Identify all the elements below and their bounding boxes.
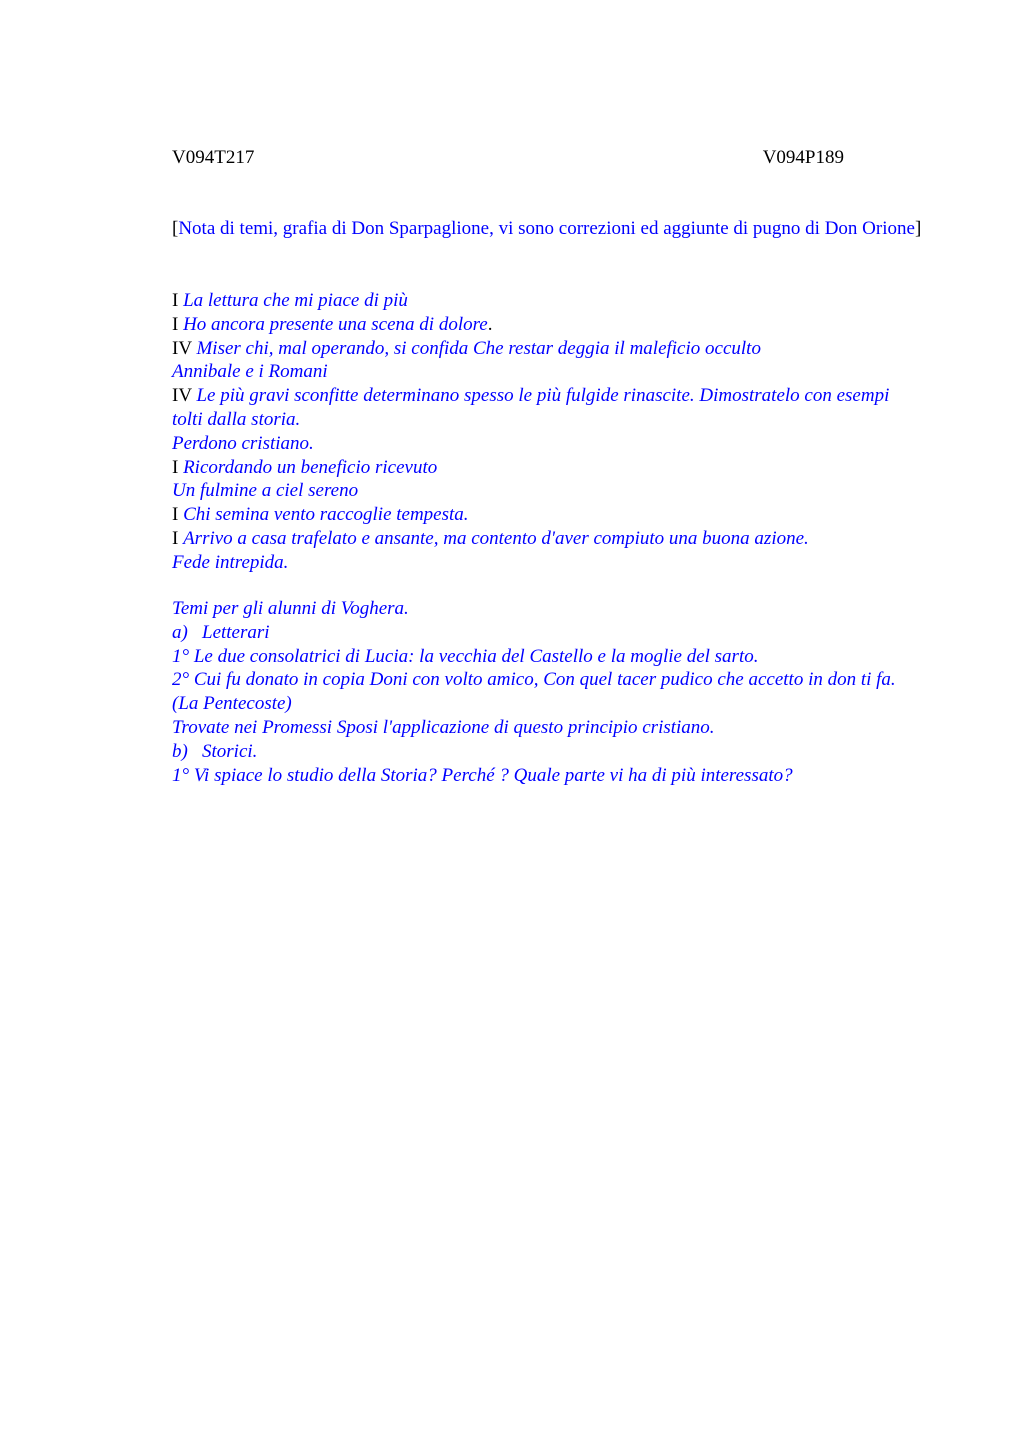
list-item xyxy=(172,503,922,527)
section-a-marker: a) xyxy=(172,621,188,643)
volume-code-left: V094T217 xyxy=(172,147,255,168)
theme-numeral: I xyxy=(172,504,179,526)
list-item xyxy=(172,337,922,361)
editorial-note xyxy=(172,217,922,241)
section-a-label: Letterari xyxy=(202,621,270,643)
list-item: 1° Vi spiace lo studio della Storia? Perché ? Quale parte vi ha di più interessato? xyxy=(172,764,793,786)
theme-text: Arrivo a casa trafelato e ansante, ma contento d'aver compiuto una buona azione. xyxy=(183,527,809,549)
note-open-bracket: [ xyxy=(172,218,179,239)
theme-text: Un fulmine a ciel sereno xyxy=(172,480,359,502)
list-item: 1° Le due consolatrici di Lucia: la vecchia del Castello e la moglie del sarto. xyxy=(172,645,759,667)
theme-numeral: IV xyxy=(172,337,192,359)
volume-code-right: V094P189 xyxy=(762,147,844,168)
theme-numeral: I xyxy=(172,313,179,335)
note-text: Nota di temi, grafia di Don Sparpaglione, vi sono correzioni ed aggiunte di pugno di Don Orione xyxy=(178,218,915,239)
voghera-themes xyxy=(172,597,922,787)
list-item xyxy=(172,432,922,456)
list-item xyxy=(172,384,922,432)
theme-text: Chi semina vento raccoglie tempesta. xyxy=(183,504,469,526)
theme-text: Ricordando un beneficio ricevuto xyxy=(183,456,438,478)
list-item xyxy=(172,527,922,551)
section-a-heading xyxy=(172,621,922,645)
section-b-marker: b) xyxy=(172,740,188,762)
theme-numeral: I xyxy=(172,456,179,478)
list-item xyxy=(172,360,922,384)
theme-suffix: . xyxy=(487,313,493,335)
section-b-heading xyxy=(172,740,922,764)
list-item: 2° Cui fu donato in copia Doni con volto amico, Con quel tacer pudico che accetto in don ti fa. (La Pentecoste) xyxy=(172,669,896,715)
theme-text: Fede intrepida. xyxy=(172,551,289,573)
theme-text: Annibale e i Romani xyxy=(172,361,328,383)
list-item: Trovate nei Promessi Sposi l'applicazione di questo principio cristiano. xyxy=(172,716,715,738)
themes-list xyxy=(172,289,922,575)
theme-numeral: I xyxy=(172,290,179,311)
theme-text: Ho ancora presente una scena di dolore xyxy=(183,313,488,335)
document-header xyxy=(172,147,844,171)
list-item xyxy=(172,313,922,337)
theme-text: La lettura che mi piace di più xyxy=(183,290,408,311)
note-close-bracket: ] xyxy=(914,218,922,239)
section-b-label: Storici. xyxy=(202,740,258,762)
theme-text: Le più gravi sconfitte determinano spesso le più fulgide rinascite. Dimostratelo con esempi tolti dalla storia. xyxy=(172,385,890,430)
list-item xyxy=(172,551,922,575)
list-item xyxy=(172,479,922,503)
theme-text: Perdono cristiano. xyxy=(172,432,314,454)
list-item xyxy=(172,289,922,313)
theme-text: Miser chi, mal operando, si confida Che restar deggia il maleficio occulto xyxy=(196,337,761,359)
list-item xyxy=(172,456,922,480)
theme-numeral: IV xyxy=(172,385,192,407)
voghera-title: Temi per gli alunni di Voghera. xyxy=(172,598,409,619)
theme-numeral: I xyxy=(172,527,179,549)
